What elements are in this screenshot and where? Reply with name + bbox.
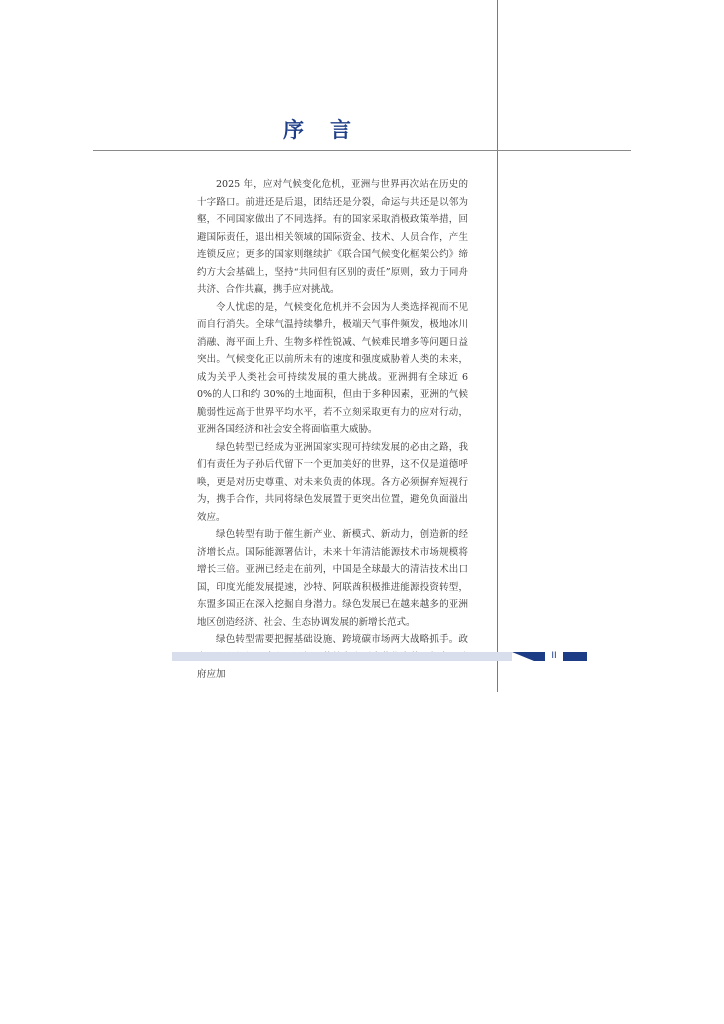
footer-band xyxy=(172,652,587,661)
paragraph-4: 绿色转型有助于催生新产业、新模式、新动力，创造新的经济增长点。国际能源署估计，未来十年清洁能源技术市场规模将增长三倍。亚洲已经走在前列，中国是全球最大的清洁技术出口国，印度光能发展提速，沙特、阿联酋积极推进能源投资转型，东盟多国正在深入挖掘自身潜力。绿色发展已在越来越多的亚洲地区创造经济、社会、生态协调发展的新增长范式。 xyxy=(197,529,468,628)
page-title: 序言 xyxy=(283,118,377,142)
footer-band-dark-end xyxy=(563,652,587,661)
paragraph-2: 令人忧虑的是，气候变化危机并不会因为人类选择视而不见而自行消失。全球气温持续攀升，极端天气事件频发，极地冰川消融、海平面上升、生物多样性锐减、气候难民增多等问题日益突出。气候变化正以前所未有的速度和强度威胁着人类的未来，成为关乎人类社会可持续发展的重大挑战。亚洲拥有全球近 60%的人口和约 30%的土地面积，但由于多种因素，亚洲的气候脆弱性远高于世界平均水平，若不立刻采取更有力的应对行动，亚洲各国经济和社会安全将面临重大威胁。 xyxy=(197,301,468,435)
crop-mark-vertical xyxy=(497,0,498,692)
footer-band-light xyxy=(172,652,512,661)
heading-rule xyxy=(93,150,631,151)
paragraph-1: 2025 年，应对气候变化危机，亚洲与世界再次站在历史的十字路口。前进还是后退，团结还是分裂，命运与共还是以邻为壑，不同国家做出了不同选择。有的国家采取消极政策举措，回避国际责任，退出相关领域的国际资金、技术、人员合作，产生连锁反应；更多的国家则继续扩《联合国气候变化框架公约》缔约方大会基础上，坚持“共同但有区别的责任”原则，致力于同舟共济、合作共赢，携手应对挑战。 xyxy=(197,179,468,295)
paragraph-3: 绿色转型已经成为亚洲国家实现可持续发展的必由之路，我们有责任为子孙后代留下一个更加美好的世界，这不仅是道德呼唤，更是对历史尊重、对未来负责的体现。各方必须摒弃短视行为，携手合作，共同将绿色发展置于更突出位置，避免负面溢出效应。 xyxy=(197,441,468,523)
paragraph-5: 绿色转型需要把握基础设施、跨境碳市场两大战略抓手。政 府应加 xyxy=(197,634,468,680)
preface-body xyxy=(197,176,468,684)
page-number: II xyxy=(551,651,557,661)
footer-band-wedge xyxy=(512,652,534,661)
footer-band-dark xyxy=(534,652,545,661)
